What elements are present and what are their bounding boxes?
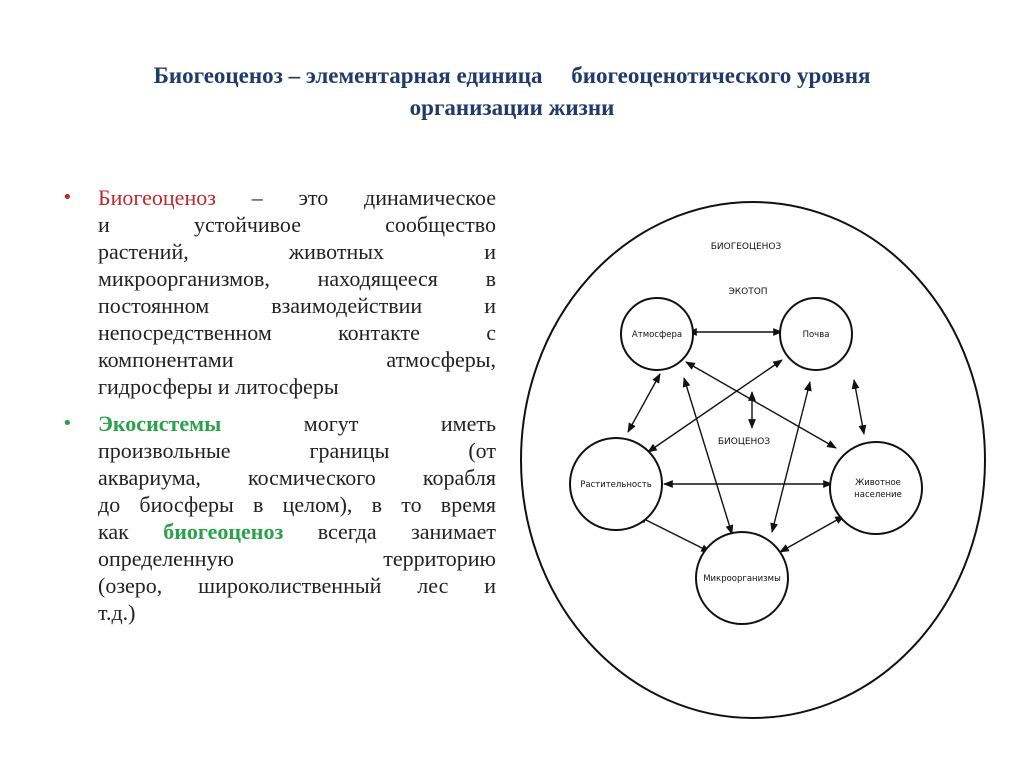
vegetation-label: Растительность xyxy=(580,480,652,490)
text-line xyxy=(98,545,496,572)
arrow-soil-microorganisms xyxy=(772,382,810,532)
bullet-text xyxy=(98,184,496,400)
body-text xyxy=(62,184,496,636)
node-microorganisms xyxy=(696,532,788,624)
text-line xyxy=(98,211,496,238)
text-line xyxy=(98,265,496,292)
text-run: микроорганизмов, находящееся в xyxy=(98,266,496,291)
text-line xyxy=(98,373,496,400)
arrow-animals-microorganisms xyxy=(780,516,844,552)
text-line xyxy=(98,518,496,545)
text-line xyxy=(98,437,496,464)
text-run: могут иметь xyxy=(221,411,496,436)
ecotope-label: ЭКОТОП xyxy=(728,287,768,297)
arrow-soil-animals xyxy=(854,380,864,434)
text-line xyxy=(98,319,496,346)
text-run: как xyxy=(98,519,164,544)
text-run: произвольные границы (от xyxy=(98,438,496,463)
bullet-ecosystems xyxy=(62,410,496,626)
soil-label: Почва xyxy=(802,330,830,340)
text-line xyxy=(98,599,496,626)
text-run: растений, животных и xyxy=(98,239,496,264)
animals-label-line-2: население xyxy=(854,490,902,500)
text-line xyxy=(98,238,496,265)
text-run: – это динамическое xyxy=(215,185,496,210)
slide-title xyxy=(40,60,984,124)
bullet-dot-icon: • xyxy=(62,413,73,434)
atmosphere-label: Атмосфера xyxy=(631,330,683,340)
text-run: непосредственном контакте с xyxy=(98,320,496,345)
highlighted-term: биогеоценоз xyxy=(163,519,284,544)
text-line xyxy=(98,346,496,373)
arrow-atmosphere-microorganisms xyxy=(684,378,732,534)
bullet-text xyxy=(98,410,496,626)
text-line xyxy=(98,410,496,437)
text-run: до биосферы в целом), в то время xyxy=(98,492,496,517)
text-run: компонентами атмосферы, xyxy=(98,347,496,372)
text-line xyxy=(98,572,496,599)
text-run: гидросферы и литосферы xyxy=(98,374,339,399)
text-run: постоянном взаимодействии и xyxy=(98,293,496,318)
highlighted-term: Экосистемы xyxy=(98,411,222,436)
text-run: (озеро, широколиственный лес и xyxy=(98,573,496,598)
arrow-atmosphere-vegetation xyxy=(628,374,660,432)
text-run: и устойчивое сообщество xyxy=(98,212,496,237)
biocenosis-label: БИОЦЕНОЗ xyxy=(717,437,771,447)
node-soil xyxy=(780,298,852,370)
highlighted-term: Биогеоценоз xyxy=(98,185,216,210)
microorganisms-label: Микроорганизмы xyxy=(703,574,781,584)
bullet-biogeocenosis-definition xyxy=(62,184,496,400)
text-line xyxy=(98,491,496,518)
text-run: аквариума, космического корабля xyxy=(98,465,496,490)
text-run: всегда занимает xyxy=(283,519,496,544)
title-line-2: организации жизни xyxy=(409,95,615,120)
text-line xyxy=(98,292,496,319)
bullet-dot-icon: • xyxy=(62,187,73,208)
biogeocenosis-diagram xyxy=(514,196,994,736)
biogeocenosis-label: БИОГЕОЦЕНОЗ xyxy=(710,242,782,252)
animals-circle xyxy=(830,442,922,534)
text-line xyxy=(98,184,496,211)
node-animals xyxy=(830,442,922,534)
arrow-vegetation-microorganisms xyxy=(638,516,710,552)
node-vegetation xyxy=(570,438,662,530)
text-run: т.д.) xyxy=(98,600,136,625)
text-line xyxy=(98,464,496,491)
animals-label-line-1: Животное xyxy=(855,478,901,488)
title-line-1: Биогеоценоз – элементарная единица биогеоценотического уровня xyxy=(153,63,871,88)
text-run: определенную территорию xyxy=(98,546,496,571)
node-atmosphere xyxy=(621,298,693,370)
